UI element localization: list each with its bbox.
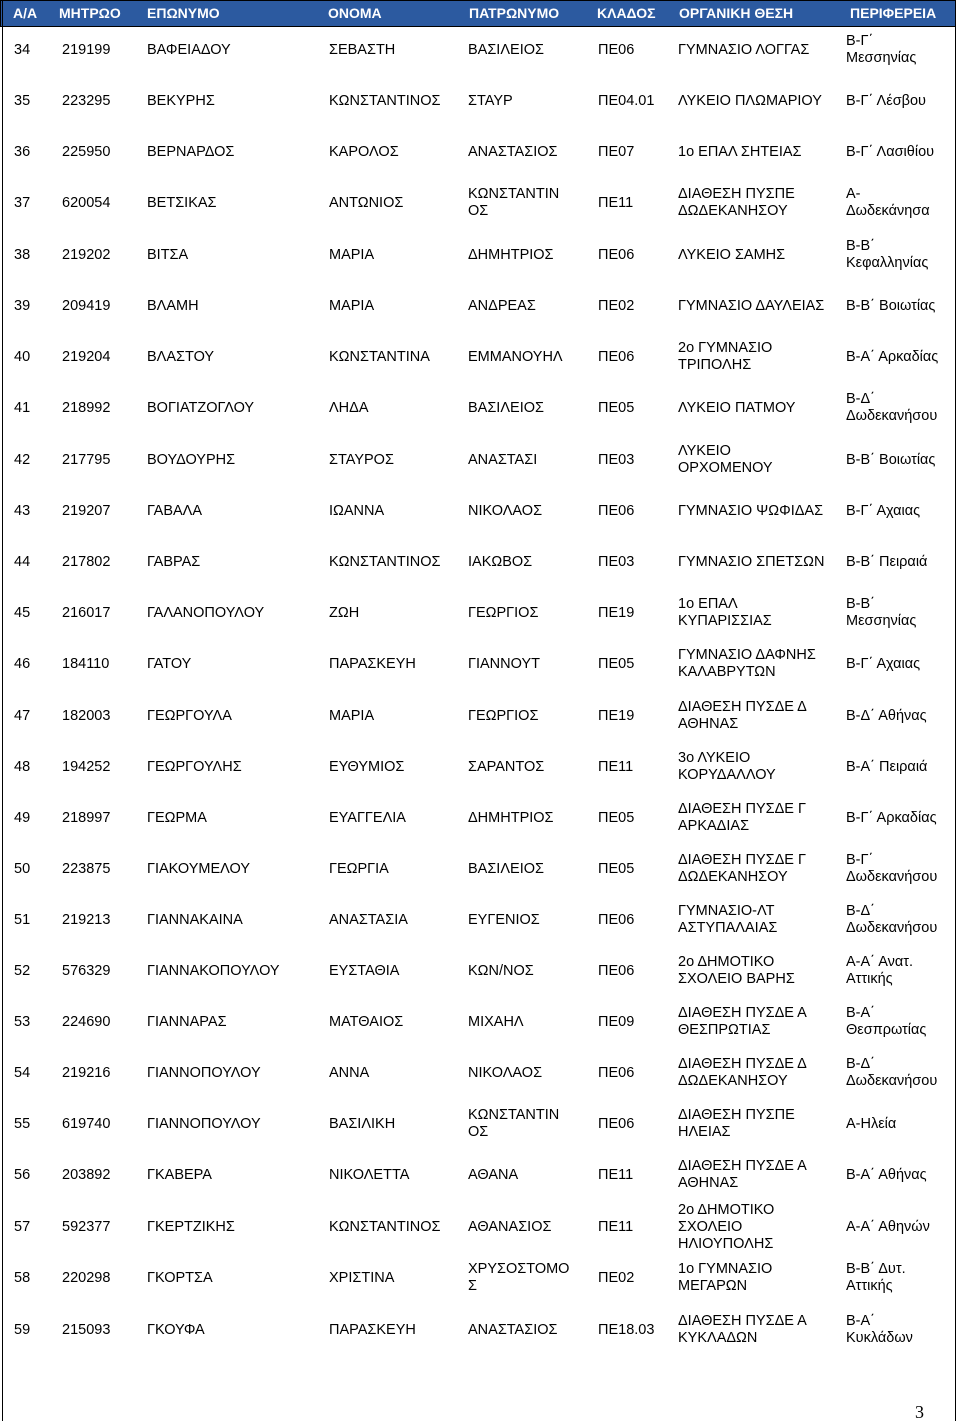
cell-registry-number: 592377 <box>62 1219 111 1235</box>
cell-organic-position: ΔΙΑΘΕΣΗ ΠΥΣΔΕ Α ΑΘΗΝΑΣ <box>678 1158 807 1191</box>
cell-registry-number: 203892 <box>62 1167 111 1183</box>
cell-row-number: 54 <box>14 1065 31 1081</box>
cell-specialty: ΠΕ09 <box>598 1014 635 1030</box>
cell-first-name: ΜΑΡΙΑ <box>329 708 375 724</box>
cell-organic-position: ΔΙΑΘΕΣΗ ΠΥΣΔΕ Δ ΔΩΔΕΚΑΝΗΣΟΥ <box>678 1056 807 1089</box>
cell-registry-number: 216017 <box>62 605 111 621</box>
cell-organic-position: 1ο ΓΥΜΝΑΣΙΟ ΜΕΓΑΡΩΝ <box>678 1261 773 1294</box>
cell-first-name: ΑΝΝΑ <box>329 1065 370 1081</box>
cell-first-name: ΜΑΡΙΑ <box>329 247 375 263</box>
cell-surname: ΓΚΟΡΤΣΑ <box>147 1270 213 1286</box>
cell-first-name: ΜΑΡΙΑ <box>329 298 375 314</box>
cell-row-number: 53 <box>14 1014 31 1030</box>
cell-specialty: ΠΕ02 <box>598 1270 635 1286</box>
cell-first-name: ΠΑΡΑΣΚΕΥΗ <box>329 1322 416 1338</box>
cell-registry-number: 219213 <box>62 912 111 928</box>
cell-specialty: ΠΕ06 <box>598 503 635 519</box>
cell-registry-number: 219207 <box>62 503 111 519</box>
cell-row-number: 52 <box>14 963 31 979</box>
cell-specialty: ΠΕ06 <box>598 1065 635 1081</box>
cell-organic-position: 2ο ΔΗΜΟΤΙΚΟ ΣΧΟΛΕΙΟ ΒΑΡΗΣ <box>678 954 795 987</box>
cell-organic-position: ΔΙΑΘΕΣΗ ΠΥΣΔΕ Α ΘΕΣΠΡΩΤΙΑΣ <box>678 1005 807 1038</box>
cell-surname: ΓΚΟΥΦΑ <box>147 1322 205 1338</box>
cell-surname: ΓΑΒΡΑΣ <box>147 554 201 570</box>
header-specialty: ΚΛΑΔΟΣ <box>597 5 656 21</box>
cell-region: Β-Γ΄ Λέσβου <box>846 93 926 109</box>
cell-first-name: ΕΥΣΤΑΘΙΑ <box>329 963 400 979</box>
cell-registry-number: 218997 <box>62 810 111 826</box>
cell-row-number: 51 <box>14 912 31 928</box>
cell-surname: ΓΙΑΚΟΥΜΕΛΟΥ <box>147 861 251 877</box>
cell-row-number: 42 <box>14 452 31 468</box>
page-number: 3 <box>915 1402 924 1422</box>
cell-row-number: 55 <box>14 1116 31 1132</box>
cell-father-name: ΔΗΜΗΤΡΙΟΣ <box>468 810 554 826</box>
cell-surname: ΓΙΑΝΝΟΠΟΥΛΟΥ <box>147 1065 261 1081</box>
header-surname: ΕΠΩΝΥΜΟ <box>147 5 220 21</box>
cell-region: Β-Β΄ Μεσσηνίας <box>846 596 917 629</box>
cell-region: Β-Β΄ Βοιωτίας <box>846 298 936 314</box>
cell-father-name: ΑΝΑΣΤΑΣΙΟΣ <box>468 1322 558 1338</box>
cell-specialty: ΠΕ07 <box>598 144 635 160</box>
cell-row-number: 49 <box>14 810 31 826</box>
cell-surname: ΒΕΡΝΑΡΔΟΣ <box>147 144 235 160</box>
cell-registry-number: 576329 <box>62 963 111 979</box>
cell-organic-position: ΛΥΚΕΙΟ ΣΑΜΗΣ <box>678 247 786 263</box>
header-row-number: Α/Α <box>13 5 38 21</box>
cell-registry-number: 217795 <box>62 452 111 468</box>
cell-row-number: 35 <box>14 93 31 109</box>
cell-specialty: ΠΕ05 <box>598 400 635 416</box>
cell-father-name: ΑΘΑΝΑ <box>468 1167 519 1183</box>
cell-specialty: ΠΕ06 <box>598 1116 635 1132</box>
cell-organic-position: ΓΥΜΝΑΣΙΟ-ΛΤ ΑΣΤΥΠΑΛΑΙΑΣ <box>678 903 778 936</box>
header-registry-number: ΜΗΤΡΩΟ <box>59 5 121 21</box>
cell-row-number: 43 <box>14 503 31 519</box>
cell-surname: ΒΛΑΜΗ <box>147 298 199 314</box>
cell-registry-number: 223875 <box>62 861 111 877</box>
cell-father-name: ΑΘΑΝΑΣΙΟΣ <box>468 1219 552 1235</box>
cell-first-name: ΕΥΘΥΜΙΟΣ <box>329 759 405 775</box>
cell-registry-number: 194252 <box>62 759 111 775</box>
cell-row-number: 46 <box>14 656 31 672</box>
cell-first-name: ΚΩΝΣΤΑΝΤΙΝΟΣ <box>329 1219 441 1235</box>
cell-region: Β-Δ΄ Δωδεκανήσου <box>846 1056 938 1089</box>
cell-specialty: ΠΕ11 <box>598 1219 634 1235</box>
cell-first-name: ΣΕΒΑΣΤΗ <box>329 42 396 58</box>
cell-organic-position: 1ο ΕΠΑΛ ΚΥΠΑΡΙΣΣΙΑΣ <box>678 596 772 629</box>
cell-organic-position: ΔΙΑΘΕΣΗ ΠΥΣΔΕ Α ΚΥΚΛΑΔΩΝ <box>678 1313 807 1346</box>
header-region: ΠΕΡΙΦΕΡΕΙΑ <box>850 5 937 21</box>
cell-region: Α- Δωδεκάνησα <box>846 186 930 219</box>
cell-specialty: ΠΕ05 <box>598 861 635 877</box>
cell-specialty: ΠΕ18.03 <box>598 1322 655 1338</box>
cell-registry-number: 215093 <box>62 1322 111 1338</box>
cell-father-name: ΒΑΣΙΛΕΙΟΣ <box>468 400 544 416</box>
cell-father-name: ΣΑΡΑΝΤΟΣ <box>468 759 545 775</box>
cell-organic-position: 2ο ΓΥΜΝΑΣΙΟ ΤΡΙΠΟΛΗΣ <box>678 340 773 373</box>
cell-specialty: ΠΕ03 <box>598 554 635 570</box>
cell-surname: ΒΙΤΣΑ <box>147 247 189 263</box>
cell-father-name: ΚΩΝΣΤΑΝΤΙΝ ΟΣ <box>468 186 560 219</box>
cell-surname: ΓΕΩΡΓΟΥΛΗΣ <box>147 759 242 775</box>
cell-region: Β-Α΄ Αρκαδίας <box>846 349 939 365</box>
cell-region: Β-Γ΄ Λασιθίου <box>846 144 935 160</box>
cell-father-name: ΚΩΝΣΤΑΝΤΙΝ ΟΣ <box>468 1107 560 1140</box>
cell-region: Β-Δ΄ Αθήνας <box>846 708 927 724</box>
cell-first-name: ΙΩΑΝΝΑ <box>329 503 385 519</box>
cell-specialty: ΠΕ03 <box>598 452 635 468</box>
cell-row-number: 56 <box>14 1167 31 1183</box>
cell-first-name: ΝΙΚΟΛΕΤΤΑ <box>329 1167 410 1183</box>
cell-organic-position: ΓΥΜΝΑΣΙΟ ΔΑΥΛΕΙΑΣ <box>678 298 825 314</box>
cell-region: Β-Γ΄ Αρκαδίας <box>846 810 937 826</box>
cell-first-name: ΕΥΑΓΓΕΛΙΑ <box>329 810 406 826</box>
cell-first-name: ΜΑΤΘΑΙΟΣ <box>329 1014 404 1030</box>
cell-organic-position: 1ο ΕΠΑΛ ΣΗΤΕΙΑΣ <box>678 144 802 160</box>
cell-surname: ΒΕΚΥΡΗΣ <box>147 93 215 109</box>
cell-row-number: 58 <box>14 1270 31 1286</box>
cell-registry-number: 182003 <box>62 708 111 724</box>
cell-surname: ΒΑΦΕΙΑΔΟΥ <box>147 42 231 58</box>
cell-row-number: 37 <box>14 195 31 211</box>
cell-row-number: 40 <box>14 349 31 365</box>
cell-row-number: 44 <box>14 554 31 570</box>
cell-surname: ΓΑΤΟΥ <box>147 656 192 672</box>
cell-father-name: ΙΑΚΩΒΟΣ <box>468 554 533 570</box>
cell-region: Α-Ηλεία <box>846 1116 897 1132</box>
cell-surname: ΓΚΕΡΤΖΙΚΗΣ <box>147 1219 235 1235</box>
cell-organic-position: ΔΙΑΘΕΣΗ ΠΥΣΔΕ Γ ΔΩΔΕΚΑΝΗΣΟΥ <box>678 852 806 885</box>
cell-region: Β-Γ΄ Μεσσηνίας <box>846 33 917 66</box>
cell-father-name: ΑΝΑΣΤΑΣΙΟΣ <box>468 144 558 160</box>
table-right-border <box>955 0 956 1421</box>
cell-father-name: ΧΡΥΣΟΣΤΟΜΟ Σ <box>468 1261 570 1294</box>
cell-first-name: ΑΝΤΩΝΙΟΣ <box>329 195 404 211</box>
cell-father-name: ΑΝΔΡΕΑΣ <box>468 298 536 314</box>
cell-registry-number: 620054 <box>62 195 111 211</box>
cell-organic-position: ΛΥΚΕΙΟ ΟΡΧΟΜΕΝΟΥ <box>678 443 773 476</box>
cell-registry-number: 220298 <box>62 1270 111 1286</box>
cell-specialty: ΠΕ19 <box>598 708 635 724</box>
cell-organic-position: ΓΥΜΝΑΣΙΟ ΛΟΓΓΑΣ <box>678 42 810 58</box>
cell-first-name: ΑΝΑΣΤΑΣΙΑ <box>329 912 408 928</box>
cell-surname: ΓΚΑΒΕΡΑ <box>147 1167 212 1183</box>
cell-row-number: 36 <box>14 144 31 160</box>
cell-registry-number: 225950 <box>62 144 111 160</box>
cell-father-name: ΓΙΑΝΝΟΥΤ <box>468 656 540 672</box>
cell-organic-position: 2ο ΔΗΜΟΤΙΚΟ ΣΧΟΛΕΙΟ ΗΛΙΟΥΠΟΛΗΣ <box>678 1202 775 1252</box>
cell-first-name: ΖΩΗ <box>329 605 360 621</box>
cell-row-number: 45 <box>14 605 31 621</box>
cell-first-name: ΠΑΡΑΣΚΕΥΗ <box>329 656 416 672</box>
cell-registry-number: 219204 <box>62 349 111 365</box>
cell-specialty: ΠΕ04.01 <box>598 93 655 109</box>
cell-surname: ΓΙΑΝΝΟΠΟΥΛΟΥ <box>147 1116 261 1132</box>
cell-organic-position: ΛΥΚΕΙΟ ΠΛΩΜΑΡΙΟΥ <box>678 93 822 109</box>
cell-organic-position: ΔΙΑΘΕΣΗ ΠΥΣΠΕ ΗΛΕΙΑΣ <box>678 1107 795 1140</box>
cell-specialty: ΠΕ19 <box>598 605 635 621</box>
cell-row-number: 59 <box>14 1322 31 1338</box>
cell-region: Β-Γ΄ Αχαιας <box>846 503 921 519</box>
table-header <box>0 0 956 27</box>
cell-specialty: ΠΕ02 <box>598 298 635 314</box>
cell-surname: ΓΙΑΝΝΑΚΟΠΟΥΛΟΥ <box>147 963 280 979</box>
cell-father-name: ΓΕΩΡΓΙΟΣ <box>468 708 539 724</box>
cell-specialty: ΠΕ06 <box>598 912 635 928</box>
cell-region: Β-Γ΄ Αχαιας <box>846 656 921 672</box>
cell-registry-number: 217802 <box>62 554 111 570</box>
cell-registry-number: 223295 <box>62 93 111 109</box>
cell-specialty: ΠΕ06 <box>598 247 635 263</box>
cell-row-number: 39 <box>14 298 31 314</box>
cell-first-name: ΧΡΙΣΤΙΝΑ <box>329 1270 395 1286</box>
cell-father-name: ΕΜΜΑΝΟΥΗΛ <box>468 349 563 365</box>
cell-row-number: 48 <box>14 759 31 775</box>
cell-row-number: 47 <box>14 708 31 724</box>
cell-first-name: ΚΑΡΟΛΟΣ <box>329 144 399 160</box>
cell-surname: ΓΙΑΝΝΑΚΑΙΝΑ <box>147 912 243 928</box>
cell-surname: ΒΟΥΔΟΥΡΗΣ <box>147 452 236 468</box>
cell-first-name: ΚΩΝΣΤΑΝΤΙΝΟΣ <box>329 93 441 109</box>
cell-region: Β-Δ΄ Δωδεκανήσου <box>846 391 938 424</box>
cell-father-name: ΜΙΧΑΗΛ <box>468 1014 524 1030</box>
cell-surname: ΒΕΤΣΙΚΑΣ <box>147 195 217 211</box>
cell-organic-position: ΔΙΑΘΕΣΗ ΠΥΣΔΕ Γ ΑΡΚΑΔΙΑΣ <box>678 801 806 834</box>
cell-row-number: 50 <box>14 861 31 877</box>
cell-specialty: ΠΕ11 <box>598 1167 634 1183</box>
cell-row-number: 34 <box>14 42 31 58</box>
cell-surname: ΓΑΒΑΛΑ <box>147 503 203 519</box>
cell-organic-position: ΓΥΜΝΑΣΙΟ ΨΩΦΙΔΑΣ <box>678 503 824 519</box>
cell-first-name: ΚΩΝΣΤΑΝΤΙΝΑ <box>329 349 430 365</box>
cell-row-number: 38 <box>14 247 31 263</box>
cell-specialty: ΠΕ11 <box>598 759 634 775</box>
cell-specialty: ΠΕ05 <box>598 810 635 826</box>
cell-registry-number: 184110 <box>62 656 110 672</box>
cell-first-name: ΚΩΝΣΤΑΝΤΙΝΟΣ <box>329 554 441 570</box>
cell-region: Β-Β΄ Δυτ. Αττικής <box>846 1261 906 1294</box>
cell-father-name: ΒΑΣΙΛΕΙΟΣ <box>468 861 544 877</box>
cell-organic-position: 3ο ΛΥΚΕΙΟ ΚΟΡΥΔΑΛΛΟΥ <box>678 750 776 783</box>
cell-organic-position: ΔΙΑΘΕΣΗ ΠΥΣΔΕ Δ ΑΘΗΝΑΣ <box>678 699 807 732</box>
header-organic-position: ΟΡΓΑΝΙΚΗ ΘΕΣΗ <box>679 5 794 21</box>
cell-surname: ΓΙΑΝΝΑΡΑΣ <box>147 1014 227 1030</box>
cell-first-name: ΓΕΩΡΓΙΑ <box>329 861 389 877</box>
cell-specialty: ΠΕ06 <box>598 963 635 979</box>
cell-surname: ΒΛΑΣΤΟΥ <box>147 349 215 365</box>
cell-father-name: ΣΤΑΥΡ <box>468 93 513 109</box>
cell-surname: ΓΕΩΡΓΟΥΛΑ <box>147 708 232 724</box>
cell-surname: ΓΑΛΑΝΟΠΟΥΛΟΥ <box>147 605 265 621</box>
cell-registry-number: 218992 <box>62 400 111 416</box>
cell-region: Β-Δ΄ Δωδεκανήσου <box>846 903 938 936</box>
cell-region: Β-Α΄ Αθήνας <box>846 1167 927 1183</box>
cell-father-name: ΓΕΩΡΓΙΟΣ <box>468 605 539 621</box>
cell-father-name: ΔΗΜΗΤΡΙΟΣ <box>468 247 554 263</box>
cell-first-name: ΣΤΑΥΡΟΣ <box>329 452 394 468</box>
cell-registry-number: 224690 <box>62 1014 111 1030</box>
cell-organic-position: ΔΙΑΘΕΣΗ ΠΥΣΠΕ ΔΩΔΕΚΑΝΗΣΟΥ <box>678 186 795 219</box>
cell-row-number: 41 <box>14 400 31 416</box>
cell-region: Β-Α΄ Κυκλάδων <box>846 1313 913 1346</box>
cell-registry-number: 219216 <box>62 1065 111 1081</box>
cell-surname: ΒΟΓΙΑΤΖΟΓΛΟΥ <box>147 400 255 416</box>
cell-father-name: ΝΙΚΟΛΑΟΣ <box>468 503 543 519</box>
cell-organic-position: ΛΥΚΕΙΟ ΠΑΤΜΟΥ <box>678 400 796 416</box>
cell-first-name: ΛΗΔΑ <box>329 400 369 416</box>
cell-organic-position: ΓΥΜΝΑΣΙΟ ΔΑΦΝΗΣ ΚΑΛΑΒΡΥΤΩΝ <box>678 647 816 680</box>
cell-specialty: ΠΕ06 <box>598 349 635 365</box>
cell-specialty: ΠΕ06 <box>598 42 635 58</box>
cell-specialty: ΠΕ11 <box>598 195 634 211</box>
cell-registry-number: 219199 <box>62 42 111 58</box>
cell-region: Α-Α΄ Ανατ. Αττικής <box>846 954 914 987</box>
cell-region: Β-Β΄ Κεφαλληνίας <box>846 238 929 271</box>
cell-region: Β-Β΄ Πειραιά <box>846 554 928 570</box>
cell-region: Β-Β΄ Βοιωτίας <box>846 452 936 468</box>
cell-organic-position: ΓΥΜΝΑΣΙΟ ΣΠΕΤΣΩΝ <box>678 554 825 570</box>
cell-registry-number: 619740 <box>62 1116 111 1132</box>
header-father-name: ΠΑΤΡΩΝΥΜΟ <box>469 5 560 21</box>
cell-specialty: ΠΕ05 <box>598 656 635 672</box>
cell-father-name: ΒΑΣΙΛΕΙΟΣ <box>468 42 544 58</box>
cell-father-name: ΝΙΚΟΛΑΟΣ <box>468 1065 543 1081</box>
cell-surname: ΓΕΩΡΜΑ <box>147 810 207 826</box>
cell-region: Β-Α΄ Θεσπρωτίας <box>846 1005 927 1038</box>
cell-row-number: 57 <box>14 1219 31 1235</box>
cell-region: Α-Α΄ Αθηνών <box>846 1219 930 1235</box>
cell-registry-number: 219202 <box>62 247 111 263</box>
cell-registry-number: 209419 <box>62 298 111 314</box>
table-left-border <box>2 0 3 1421</box>
cell-father-name: ΑΝΑΣΤΑΣΙ <box>468 452 538 468</box>
cell-father-name: ΚΩΝ/ΝΟΣ <box>468 963 534 979</box>
cell-first-name: ΒΑΣΙΛΙΚΗ <box>329 1116 396 1132</box>
cell-region: Β-Γ΄ Δωδεκανήσου <box>846 852 938 885</box>
cell-father-name: ΕΥΓΕΝΙΟΣ <box>468 912 540 928</box>
cell-region: Β-Α΄ Πειραιά <box>846 759 928 775</box>
header-first-name: ΟΝΟΜΑ <box>328 5 382 21</box>
